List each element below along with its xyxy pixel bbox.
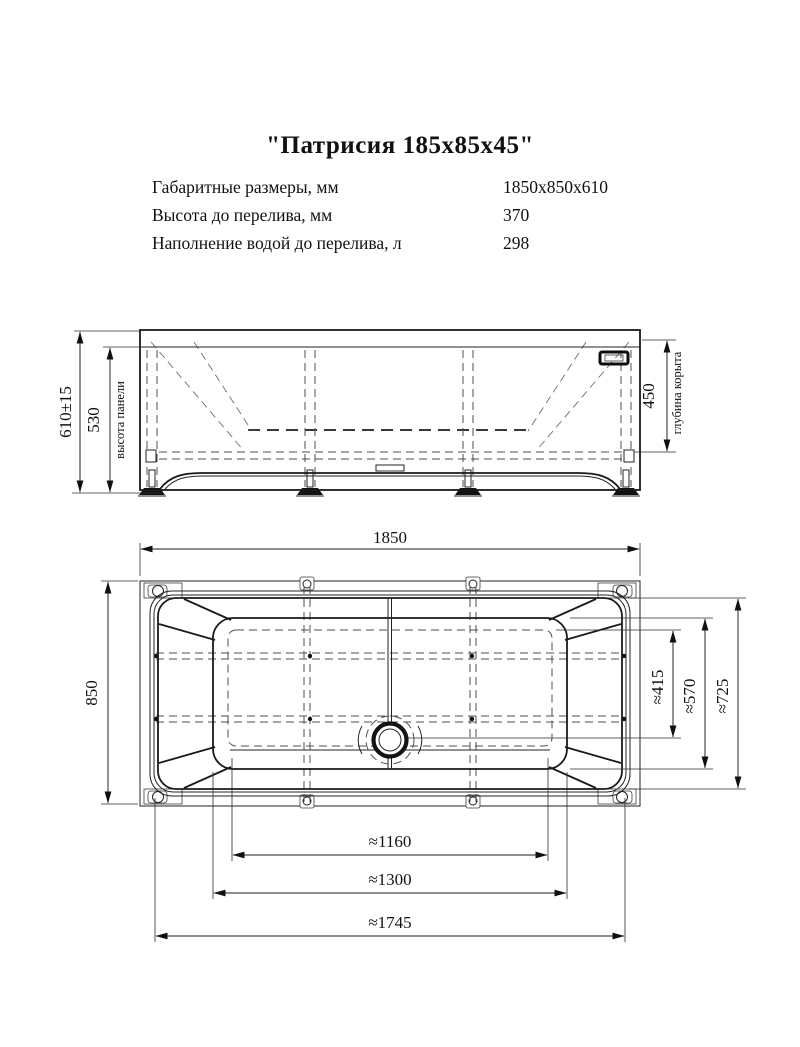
dim-length-1850 — [140, 528, 640, 576]
dim-label-panel-height-value: 530 — [84, 407, 103, 433]
spec-value-water-volume: 298 — [503, 233, 530, 253]
top-view — [82, 528, 746, 942]
dim-label-length: 1850 — [373, 528, 407, 547]
dim-label-depth-value: 450 — [639, 383, 658, 409]
side-view — [56, 330, 684, 496]
dim-label-overall-height: 610±15 — [56, 386, 75, 438]
dim-basin-width-570 — [570, 618, 713, 769]
drain — [358, 716, 422, 764]
edge-tabs — [300, 577, 480, 808]
page-title: "Патрисия 185х85х45" — [266, 132, 534, 159]
dim-label-drain-to-frame: ≈415 — [648, 669, 667, 705]
spec-value-overall-size: 1850х850х610 — [503, 177, 608, 197]
dim-label-basin-width: ≈570 — [680, 678, 699, 714]
dim-trough-depth — [634, 340, 684, 452]
dim-panel-height — [84, 347, 140, 492]
spec-label-water-volume: Наполнение водой до перелива, л — [152, 233, 402, 253]
spec-label-overflow-height: Высота до перелива, мм — [152, 205, 333, 225]
dim-label-panel-height: высота панели — [113, 381, 127, 459]
dim-label-rim-length: ≈1745 — [368, 913, 412, 932]
dim-label-rim-width: ≈725 — [713, 678, 732, 714]
dim-width-850 — [82, 581, 138, 804]
spec-value-overflow-height: 370 — [503, 205, 530, 225]
dim-label-depth: глубина корыта — [670, 351, 684, 435]
side-view-panel — [140, 330, 640, 490]
dim-floor-1160 — [232, 758, 548, 861]
dim-label-floor-length: ≈1160 — [368, 832, 412, 851]
dim-label-width: 850 — [82, 680, 101, 706]
spec-label-overall-size: Габаритные размеры, мм — [152, 177, 339, 197]
top-view-outer-frame — [140, 581, 640, 806]
dim-label-basin-length: ≈1300 — [368, 870, 412, 889]
corner-brackets — [144, 583, 636, 804]
